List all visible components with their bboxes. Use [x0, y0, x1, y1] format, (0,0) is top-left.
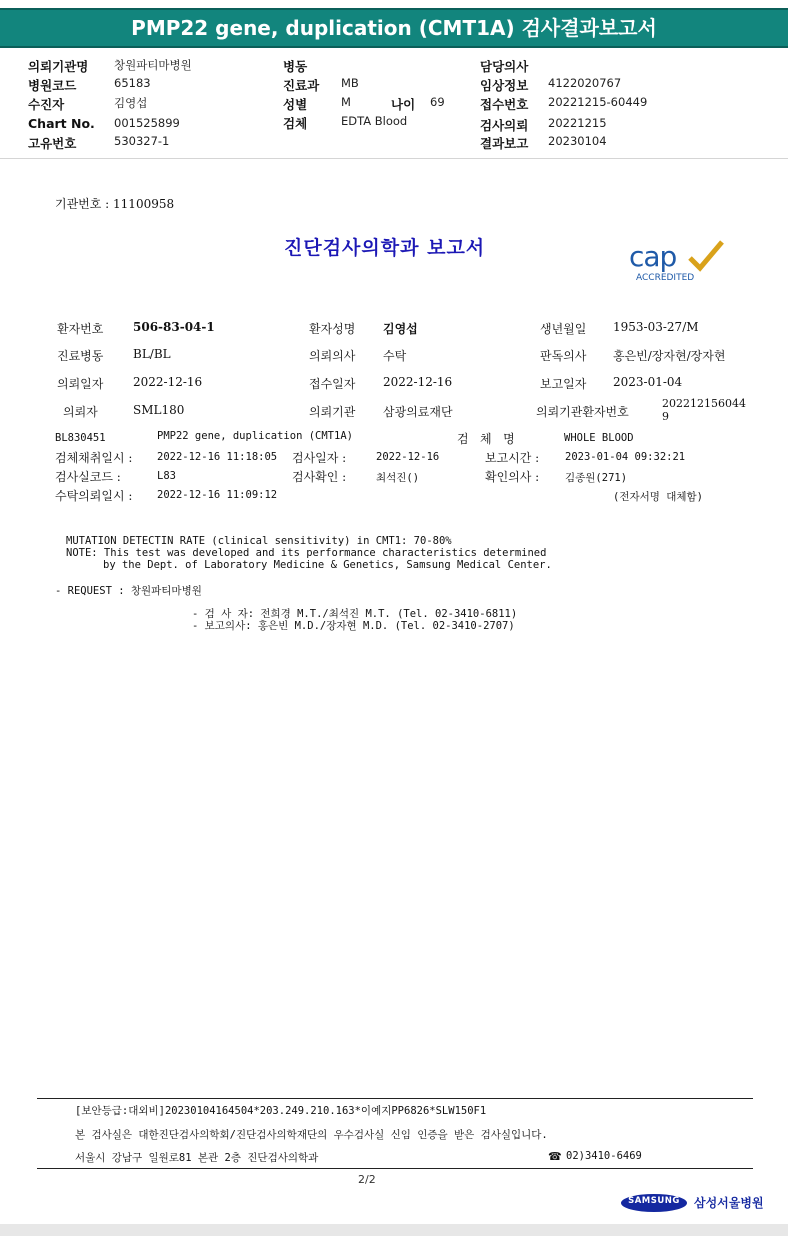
- value-patient: 김영섭: [114, 96, 148, 110]
- test-code: BL830451: [55, 432, 106, 444]
- label-accession-no: 접수번호: [480, 97, 529, 112]
- value-hospital-code: 65183: [114, 76, 151, 90]
- value-outsource-request-time: 2022-12-16 11:09:12: [157, 489, 278, 501]
- label-test-confirm: 검사확인 :: [292, 470, 347, 484]
- institution-number: 기관번호 : 11100958: [55, 197, 175, 211]
- label-age: 나이: [391, 97, 416, 112]
- label-collection-time: 검체채취일시 :: [55, 451, 133, 465]
- label-outsource-request-time: 수탁의뢰일시 :: [55, 489, 133, 503]
- label-reading-doctor: 판독의사: [540, 349, 587, 363]
- label-report-time: 보고시간 :: [485, 451, 540, 465]
- value-reading-doctor: 홍은빈/장자현/장자현: [613, 349, 726, 363]
- label-requesting-doctor: 의뢰의사: [309, 349, 356, 363]
- value-sex: M: [341, 95, 351, 109]
- note-sensitivity: MUTATION DETECTIN RATE (clinical sensitivity) in CMT1: 70-80%: [66, 535, 452, 547]
- value-test-date: 2022-12-16: [376, 451, 440, 463]
- value-patient-name: 김영섭: [383, 322, 418, 336]
- value-report-date: 2023-01-04: [613, 375, 683, 389]
- value-requester: SML180: [133, 403, 185, 417]
- value-receipt-date: 2022-12-16: [383, 375, 453, 389]
- label-report-date: 보고일자: [540, 377, 587, 391]
- label-specimen: 검체: [283, 116, 308, 131]
- lab-address: 서울시 강남구 일원로81 본관 2층 진단검사의학과: [75, 1152, 319, 1164]
- label-unique-no: 고유번호: [28, 136, 77, 151]
- lab-phone: 02)3410-6469: [566, 1150, 642, 1162]
- hospital-name: 삼성서울병원: [694, 1196, 764, 1210]
- value-birth-date: 1953-03-27/M: [613, 320, 699, 334]
- label-sex: 성별: [283, 97, 308, 112]
- page-bottom-margin: [0, 1224, 788, 1236]
- value-request-date: 20221215: [548, 116, 607, 130]
- label-patient-no: 환자번호: [57, 322, 104, 336]
- footer-top-divider: [37, 1098, 753, 1099]
- label-hospital-code: 병원코드: [28, 78, 77, 93]
- label-institution-patient-no: 의뢰기관환자번호: [536, 405, 629, 419]
- page-title: 진단검사의학과 보고서: [284, 237, 486, 259]
- label-chart-no: Chart No.: [28, 116, 95, 131]
- header-divider: [0, 158, 788, 159]
- label-requester: 의뢰자: [63, 405, 98, 419]
- label-ward: 진료병동: [57, 349, 104, 363]
- value-requesting-institution: 창원파티마병원: [114, 58, 192, 72]
- value-specimen: EDTA Blood: [341, 114, 408, 128]
- value-patient-no: 506-83-04-1: [133, 320, 215, 334]
- value-requesting-institution: 삼광의료재단: [383, 405, 453, 419]
- label-birth-date: 생년월일: [540, 322, 587, 336]
- label-request-date: 의뢰일자: [57, 377, 104, 391]
- samsung-logo: [620, 1193, 688, 1213]
- value-ward: BL/BL: [133, 347, 171, 361]
- test-name: PMP22 gene, duplication (CMT1A): [157, 430, 353, 442]
- label-lab-code: 검사실코드 :: [55, 470, 121, 484]
- request-line: - REQUEST : 창원파티마병원: [55, 585, 202, 597]
- value-age: 69: [430, 95, 445, 109]
- label-patient-name: 환자성명: [309, 322, 356, 336]
- samsung-logo-text: SAMSUNG: [628, 1196, 680, 1206]
- label-confirm-doctor: 확인의사 :: [485, 470, 540, 484]
- value-institution-patient-no: 202212156044: [662, 397, 746, 410]
- security-line: [보안등급:대외비]20230104164504*203.249.210.163*이예지PP6826*SLW150F1: [75, 1105, 487, 1117]
- value-chart-no: 001525899: [114, 116, 180, 130]
- footer-bottom-divider: [37, 1168, 753, 1169]
- certification-text: 본 검사실은 대한진단검사의학회/진단검사의학재단의 우수검사실 신임 인증을 받은 검사실입니다.: [75, 1129, 548, 1141]
- label-clinical-info: 임상정보: [480, 78, 529, 93]
- cap-accredited-logo: [626, 240, 736, 286]
- value-result-date: 20230104: [548, 134, 607, 148]
- label-result-date: 결과보고: [480, 136, 529, 151]
- label-patient: 수진자: [28, 97, 65, 112]
- label-department: 진료과: [283, 78, 320, 93]
- value-requesting-doctor: 수탁: [383, 349, 407, 363]
- label-requesting-institution: 의뢰기관: [309, 405, 356, 419]
- value-lab-code: L83: [157, 470, 176, 482]
- label-physician: 담당의사: [480, 59, 529, 74]
- label-test-date: 검사일자 :: [292, 451, 347, 465]
- cap-accredited-label: ACCREDITED: [636, 273, 695, 283]
- esignature-note: (전자서명 대체함): [613, 491, 703, 503]
- label-ward: 병동: [283, 59, 308, 74]
- value-accession-no: 20221215-60449: [548, 95, 648, 109]
- report-title-bar: PMP22 gene, duplication (CMT1A) 검사결과보고서: [0, 8, 788, 48]
- label-request-date: 검사의뢰: [480, 118, 529, 133]
- note-line-1: NOTE: This test was developed and its performance characteristics determined: [66, 547, 547, 559]
- value-report-time: 2023-01-04 09:32:21: [565, 451, 686, 463]
- cap-logo-text: cap: [629, 240, 677, 273]
- value-collection-time: 2022-12-16 11:18:05: [157, 451, 278, 463]
- staff-tester: - 검 사 자: 전희경 M.T./최석진 M.T. (Tel. 02-3410-6811): [192, 608, 518, 620]
- staff-reporter: - 보고의사: 홍은빈 M.D./장자현 M.D. (Tel. 02-3410-2707): [192, 620, 515, 632]
- value-test-confirm: 최석진(): [376, 472, 420, 484]
- label-specimen-name: 검 체 명: [457, 432, 515, 446]
- value-confirm-doctor: 김종원(271): [565, 472, 628, 484]
- value-specimen-name: WHOLE BLOOD: [564, 432, 634, 444]
- check-icon: [686, 240, 726, 272]
- phone-icon: ☎: [548, 1150, 562, 1163]
- note-line-2: by the Dept. of Laboratory Medicine & Genetics, Samsung Medical Center.: [103, 559, 552, 571]
- page-number: 2/2: [358, 1173, 376, 1186]
- label-requesting-institution: 의뢰기관명: [28, 59, 89, 74]
- label-receipt-date: 접수일자: [309, 377, 356, 391]
- value-institution-patient-no-cont: 9: [662, 410, 669, 423]
- value-clinical-info: 4122020767: [548, 76, 622, 90]
- value-department: MB: [341, 76, 359, 90]
- value-request-date: 2022-12-16: [133, 375, 203, 389]
- value-unique-no: 530327-1: [114, 134, 170, 148]
